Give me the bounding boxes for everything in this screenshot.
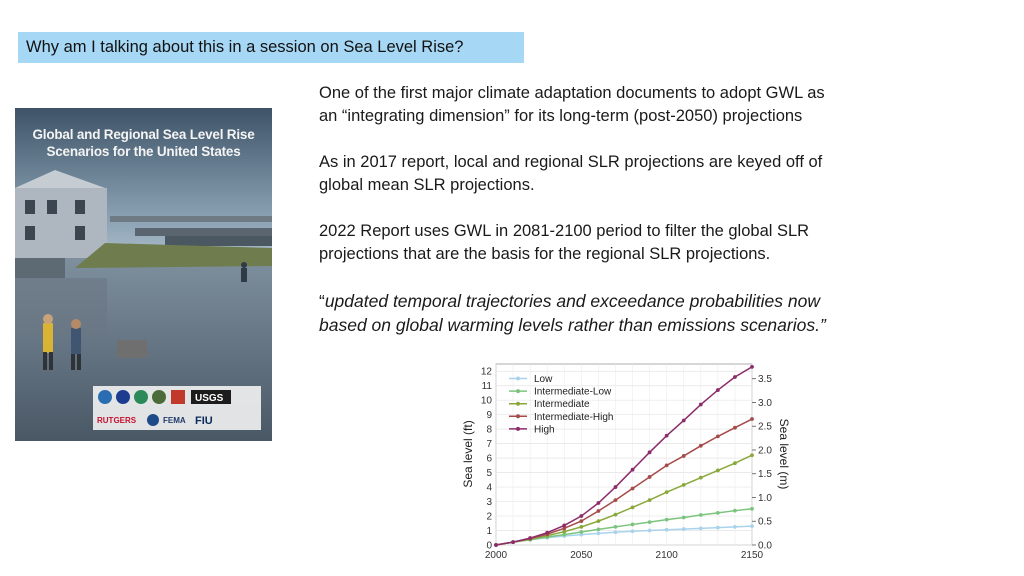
data-point <box>716 526 720 530</box>
data-point <box>614 485 618 489</box>
y-tick-label-right: 3.5 <box>758 374 772 386</box>
y-tick-label-right: 3.0 <box>758 397 772 409</box>
data-point <box>716 435 720 439</box>
y-tick-label: 9 <box>486 410 492 422</box>
data-point <box>648 498 652 502</box>
data-point <box>579 514 583 518</box>
data-point <box>682 483 686 487</box>
data-point <box>545 531 549 535</box>
y-tick-label: 6 <box>486 453 492 465</box>
data-point <box>716 469 720 473</box>
data-point <box>716 511 720 515</box>
data-point <box>579 525 583 529</box>
data-point <box>665 518 669 522</box>
y-tick-label: 4 <box>486 482 492 494</box>
legend-label: Low <box>534 374 553 385</box>
data-point <box>597 532 601 536</box>
y-tick-label: 0 <box>486 540 492 552</box>
paragraph-2-line-2: global mean SLR projections. <box>319 176 535 194</box>
data-point <box>699 476 703 480</box>
y-tick-label: 10 <box>480 395 492 407</box>
data-point <box>528 536 532 540</box>
data-point <box>733 461 737 465</box>
epa-logo-icon <box>134 390 148 404</box>
quote-line-1-text: updated temporal trajectories and exceedance probabilities now <box>324 291 820 311</box>
quote-block <box>319 289 919 337</box>
quote-line-2: based on global warming levels rather than emissions scenarios.” <box>319 315 826 335</box>
legend-label: Intermediate-High <box>534 411 614 423</box>
legend-label: High <box>534 424 555 436</box>
y-tick-label: 1 <box>486 526 492 538</box>
data-point <box>665 490 669 494</box>
x-tick-label: 2100 <box>655 550 678 561</box>
data-point <box>648 529 652 533</box>
data-point <box>682 527 686 531</box>
data-point <box>597 527 601 531</box>
y-tick-label: 2 <box>486 511 492 523</box>
paragraph-3-line-1: 2022 Report uses GWL in 2081-2100 period to filter the global SLR <box>319 222 810 240</box>
paragraph-2-line-1: As in 2017 report, local and regional SLR projections are keyed off of <box>319 153 823 171</box>
paragraph-3 <box>319 220 919 266</box>
cover-title-line-2: Scenarios for the United States <box>46 144 241 159</box>
data-point <box>750 524 754 528</box>
data-point <box>699 526 703 530</box>
data-point <box>562 524 566 528</box>
agency-logos <box>95 387 265 431</box>
legend-marker <box>516 402 520 406</box>
noaa-logo-icon <box>98 390 112 404</box>
data-point <box>631 523 635 527</box>
paragraph-1 <box>319 82 919 128</box>
data-point <box>597 501 601 505</box>
y-tick-label-right: 1.0 <box>758 492 772 504</box>
data-point <box>648 520 652 524</box>
data-point <box>597 519 601 523</box>
data-point <box>665 528 669 532</box>
data-point <box>750 453 754 457</box>
y-tick-label: 11 <box>481 381 492 393</box>
data-point <box>733 525 737 529</box>
cover-title-line-1: Global and Regional Sea Level Rise <box>32 127 255 142</box>
legend-marker <box>516 427 520 431</box>
usgs-logo-text: USGS <box>195 393 224 404</box>
x-tick-label: 2000 <box>484 550 508 561</box>
data-point <box>511 540 515 544</box>
fema-logo-text: FEMA <box>163 416 186 425</box>
report-cover-image <box>15 108 272 441</box>
data-point <box>614 513 618 517</box>
data-point <box>631 487 635 491</box>
y-axis-label-right: Sea level (m) <box>777 418 791 490</box>
paragraph-2 <box>319 151 919 197</box>
data-point <box>716 388 720 392</box>
legend-label: Intermediate-Low <box>534 386 612 398</box>
legend-marker <box>516 414 520 418</box>
cover-title <box>15 126 272 160</box>
y-tick-label-right: 2.5 <box>758 421 772 433</box>
data-point <box>631 468 635 472</box>
y-tick-label: 3 <box>486 497 492 509</box>
data-point <box>682 419 686 423</box>
data-point <box>733 509 737 513</box>
dhs-logo-icon <box>147 414 159 426</box>
x-tick-label: 2050 <box>570 550 593 561</box>
data-point <box>682 454 686 458</box>
legend-label: Intermediate <box>534 399 590 411</box>
data-point <box>614 498 618 502</box>
data-point <box>614 530 618 534</box>
y-tick-label-right: 2.0 <box>758 445 772 457</box>
data-point <box>733 426 737 430</box>
data-point <box>750 365 754 369</box>
legend-marker <box>516 389 520 393</box>
paragraph-1-line-2: an “integrating dimension” for its long-term (post-2050) projections <box>319 107 803 125</box>
data-point <box>699 513 703 517</box>
quote-open-mark: “ <box>319 291 325 311</box>
data-point <box>494 543 498 547</box>
usda-logo-icon <box>152 390 166 404</box>
banner: Why am I talking about this in a session on Sea Level Rise? <box>18 32 524 63</box>
y-axis-label: Sea level (ft) <box>461 420 475 488</box>
fiu-logo-text: FIU <box>195 415 213 427</box>
y-tick-label-right: 0.0 <box>758 540 772 552</box>
nasa-logo-icon <box>116 390 130 404</box>
data-point <box>682 516 686 520</box>
chart-svg <box>458 362 798 572</box>
data-point <box>648 450 652 454</box>
y-tick-label: 5 <box>486 468 492 480</box>
data-point <box>665 434 669 438</box>
rutgers-logo-text: RUTGERS <box>97 416 137 425</box>
data-point <box>699 403 703 407</box>
paragraph-1-line-1: One of the first major climate adaptation documents to adopt GWL as <box>319 84 825 102</box>
paragraph-3-line-2: projections that are the basis for the regional SLR projections. <box>319 245 771 263</box>
data-point <box>665 463 669 467</box>
data-point <box>579 530 583 534</box>
data-point <box>614 525 618 529</box>
usace-logo-icon <box>171 390 185 404</box>
x-tick-label: 2150 <box>740 550 764 561</box>
data-point <box>597 509 601 513</box>
data-point <box>733 375 737 379</box>
slr-scenario-chart <box>458 362 798 572</box>
data-point <box>631 529 635 533</box>
data-point <box>579 519 583 523</box>
y-tick-label: 12 <box>480 366 492 378</box>
y-tick-label-right: 0.5 <box>758 516 772 528</box>
data-point <box>750 507 754 511</box>
legend-marker <box>516 377 520 381</box>
data-point <box>562 530 566 534</box>
y-tick-label: 8 <box>486 424 492 436</box>
data-point <box>648 475 652 479</box>
y-tick-label-right: 1.5 <box>758 469 772 481</box>
data-point <box>699 444 703 448</box>
data-point <box>631 505 635 509</box>
data-point <box>750 417 754 421</box>
quote-line-1 <box>319 289 919 313</box>
y-tick-label: 7 <box>486 439 492 451</box>
